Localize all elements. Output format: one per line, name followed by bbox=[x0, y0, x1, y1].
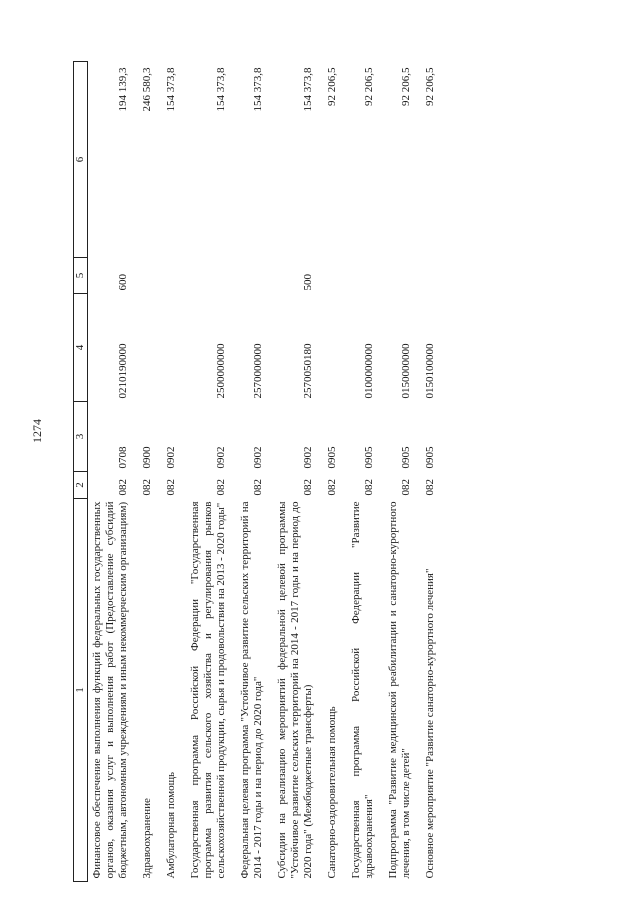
row-name: Основное мероприятие "Развитие санаторно-курортного лечения" bbox=[424, 568, 436, 879]
row-target-code: 0150000000 bbox=[400, 343, 412, 399]
column-header: 3 bbox=[74, 402, 88, 472]
column-header: 5 bbox=[74, 258, 88, 294]
row-section-code: 0905 bbox=[363, 446, 375, 469]
table-row bbox=[236, 62, 273, 882]
table-row bbox=[323, 62, 347, 882]
row-section-code: 0900 bbox=[141, 446, 153, 469]
row-ministry-code: 082 bbox=[252, 479, 264, 496]
row-ministry-code: 082 bbox=[117, 479, 129, 496]
row-ministry-code: 082 bbox=[363, 479, 375, 496]
row-ministry-code: 082 bbox=[302, 479, 314, 496]
row-expense-type-code bbox=[384, 258, 421, 294]
page-number: 1274 bbox=[30, 419, 44, 443]
table-row bbox=[162, 62, 186, 882]
row-section-code: 0905 bbox=[326, 446, 338, 469]
row-ministry-code: 082 bbox=[400, 479, 412, 496]
row-expense-type-code bbox=[347, 258, 384, 294]
row-expense-type-code bbox=[162, 258, 186, 294]
table-row bbox=[138, 62, 162, 882]
row-expense-type-code bbox=[421, 258, 445, 294]
row-name: Санаторно-оздоровительная помощь bbox=[326, 706, 338, 879]
row-amount: 154 373,8 bbox=[165, 67, 177, 112]
row-section-code: 0902 bbox=[252, 446, 264, 469]
row-section-code: 0902 bbox=[302, 446, 314, 469]
row-section-code: 0905 bbox=[400, 446, 412, 469]
row-amount: 92 206,5 bbox=[424, 67, 436, 106]
table-row bbox=[273, 62, 323, 882]
row-name: Финансовое обеспечение выполнения функций федеральных государственных органов, оказания услуг и выполнения работ (Предоставление субсидий бюджетным, автономным учреждениям и иным некоммерческим организациям) bbox=[91, 501, 129, 879]
row-ministry-code: 082 bbox=[165, 479, 177, 496]
column-header: 6 bbox=[74, 62, 88, 258]
row-amount: 154 373,8 bbox=[252, 67, 264, 112]
row-amount: 92 206,5 bbox=[400, 67, 412, 106]
row-ministry-code: 082 bbox=[326, 479, 338, 496]
table-body bbox=[88, 62, 446, 882]
row-amount: 154 373,8 bbox=[215, 67, 227, 112]
row-ministry-code: 082 bbox=[141, 479, 153, 496]
row-name: Подпрограмма "Развитие медицинской реабилитации и санаторно-курортного лечения, в том числе детей" bbox=[387, 501, 412, 879]
row-name: Государственная программа Российской Федерации "Государственная программа развития сельского хозяйства и регулирования рынков сельскохозяйственной продукции, сырья и продовольствия на 2013 - 2020 годы" bbox=[189, 501, 227, 879]
row-target-code bbox=[323, 294, 347, 402]
column-header: 2 bbox=[74, 472, 88, 499]
row-target-code: 2500000000 bbox=[215, 343, 227, 399]
row-name: Здравоохранение bbox=[141, 798, 153, 879]
row-name: Государственная программа Российской Федерации "Развитие здравоохранения" bbox=[350, 501, 375, 879]
row-target-code: 0100000000 bbox=[363, 343, 375, 399]
row-name: Субсидии на реализацию мероприятий федеральной целевой программы "Устойчивое развитие сельских территорий на 2014 - 2017 годы и на период до 2020 года" (Межбюджетные трансферты) bbox=[276, 501, 314, 879]
row-section-code: 0905 bbox=[424, 446, 436, 469]
row-target-code: 0210190000 bbox=[117, 343, 129, 399]
row-amount: 92 206,5 bbox=[326, 67, 338, 106]
row-amount: 92 206,5 bbox=[363, 67, 375, 106]
column-header: 4 bbox=[74, 294, 88, 402]
table-row bbox=[88, 62, 139, 882]
table-row bbox=[347, 62, 384, 882]
row-amount: 154 373,8 bbox=[302, 67, 314, 112]
row-target-code bbox=[138, 294, 162, 402]
row-name: Федеральная целевая программа "Устойчивое развитие сельских территорий на 2014 - 2017 годы и на период до 2020 года" bbox=[239, 501, 264, 879]
budget-table bbox=[73, 61, 445, 882]
row-ministry-code: 082 bbox=[215, 479, 227, 496]
table-row bbox=[384, 62, 421, 882]
column-header: 1 bbox=[74, 499, 88, 882]
header-row bbox=[74, 62, 88, 882]
row-amount: 246 580,3 bbox=[141, 67, 153, 112]
row-expense-type-code: 500 bbox=[302, 274, 314, 291]
row-amount: 194 139,3 bbox=[117, 67, 129, 112]
table-row bbox=[186, 62, 236, 882]
rotated-table-wrapper bbox=[73, 62, 563, 882]
row-target-code: 2570050180 bbox=[302, 343, 314, 399]
row-target-code bbox=[162, 294, 186, 402]
row-section-code: 0902 bbox=[165, 446, 177, 469]
row-ministry-code: 082 bbox=[424, 479, 436, 496]
row-expense-type-code bbox=[323, 258, 347, 294]
table-row bbox=[421, 62, 445, 882]
row-target-code: 0150100000 bbox=[424, 343, 436, 399]
row-section-code: 0708 bbox=[117, 446, 129, 469]
row-expense-type-code bbox=[236, 258, 273, 294]
row-section-code: 0902 bbox=[215, 446, 227, 469]
row-expense-type-code bbox=[138, 258, 162, 294]
row-target-code: 2570000000 bbox=[252, 343, 264, 399]
row-name: Амбулаторная помощь bbox=[165, 771, 177, 879]
row-expense-type-code bbox=[186, 258, 236, 294]
row-expense-type-code: 600 bbox=[117, 274, 129, 291]
